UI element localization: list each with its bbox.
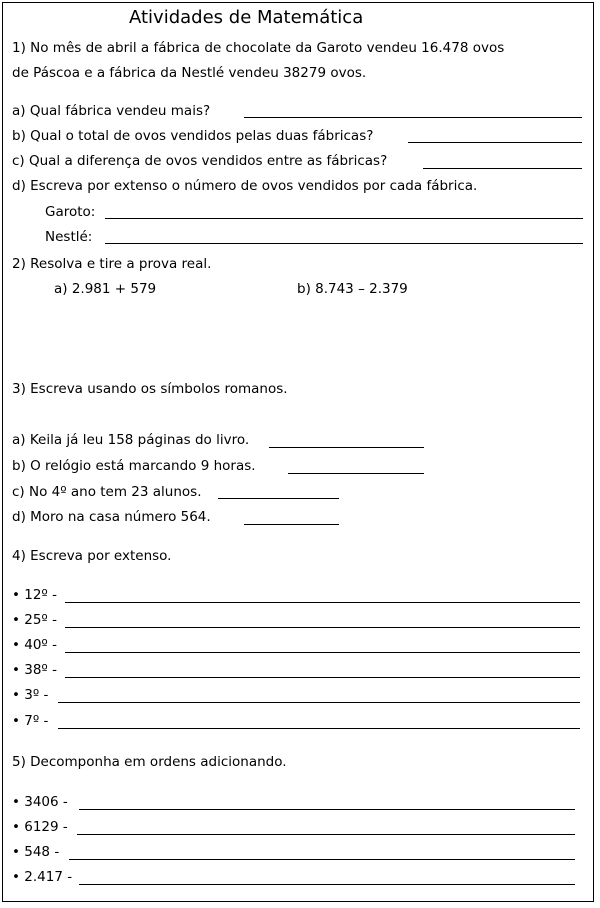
q3-item-d: d) Moro na casa número 564. — [12, 509, 211, 525]
q5-item: • 3406 - — [12, 794, 68, 810]
q5-item: • 6129 - — [12, 819, 68, 835]
q3-d-answer-line[interactable] — [244, 524, 339, 525]
q4-answer-line[interactable] — [58, 728, 580, 729]
q1-garoto-label: Garoto: — [45, 204, 96, 220]
q4-answer-line[interactable] — [65, 602, 580, 603]
q4-answer-line[interactable] — [65, 677, 580, 678]
q1-item-c: c) Qual a diferença de ovos vendidos entre as fábricas? — [12, 153, 388, 169]
q3-heading: 3) Escreva usando os símbolos romanos. — [12, 381, 288, 397]
q4-item: • 7º - — [12, 713, 49, 729]
q1-nestle-label: Nestlé: — [45, 229, 93, 245]
q1-statement-line1: 1) No mês de abril a fábrica de chocolate da Garoto vendeu 16.478 ovos — [12, 40, 505, 56]
q5-answer-line[interactable] — [79, 884, 575, 885]
q3-a-answer-line[interactable] — [269, 447, 424, 448]
q4-answer-line[interactable] — [65, 652, 580, 653]
q3-item-a: a) Keila já leu 158 páginas do livro. — [12, 432, 250, 448]
q1-c-answer-line[interactable] — [423, 168, 582, 169]
worksheet-page — [2, 2, 594, 902]
q2-heading: 2) Resolva e tire a prova real. — [12, 256, 212, 272]
q5-answer-line[interactable] — [69, 859, 575, 860]
q1-statement-line2: de Páscoa e a fábrica da Nestlé vendeu 38279 ovos. — [12, 65, 367, 81]
q5-answer-line[interactable] — [77, 834, 575, 835]
q1-b-answer-line[interactable] — [408, 142, 582, 143]
q3-b-answer-line[interactable] — [288, 473, 424, 474]
q2-item-b: b) 8.743 – 2.379 — [297, 281, 408, 297]
q1-item-a: a) Qual fábrica vendeu mais? — [12, 103, 211, 119]
q1-item-d: d) Escreva por extenso o número de ovos vendidos por cada fábrica. — [12, 178, 478, 194]
q4-answer-line[interactable] — [58, 702, 580, 703]
q3-item-c: c) No 4º ano tem 23 alunos. — [12, 484, 202, 500]
q5-item: • 2.417 - — [12, 869, 73, 885]
q1-a-answer-line[interactable] — [244, 117, 582, 118]
q4-answer-line[interactable] — [65, 627, 580, 628]
q2-item-a: a) 2.981 + 579 — [54, 281, 157, 297]
q4-heading: 4) Escreva por extenso. — [12, 548, 172, 564]
q5-answer-line[interactable] — [79, 809, 575, 810]
q1-garoto-answer-line[interactable] — [105, 218, 583, 219]
q4-item: • 25º - — [12, 612, 57, 628]
q4-item: • 40º - — [12, 637, 57, 653]
q4-item: • 12º - — [12, 587, 57, 603]
q5-heading: 5) Decomponha em ordens adicionando. — [12, 754, 287, 770]
q4-item: • 38º - — [12, 662, 57, 678]
q1-nestle-answer-line[interactable] — [105, 243, 583, 244]
q3-item-b: b) O relógio está marcando 9 horas. — [12, 458, 256, 474]
q4-item: • 3º - — [12, 687, 49, 703]
q5-item: • 548 - — [12, 844, 60, 860]
q3-c-answer-line[interactable] — [218, 498, 339, 499]
page-title: Atividades de Matemática — [129, 7, 364, 28]
q1-item-b: b) Qual o total de ovos vendidos pelas duas fábricas? — [12, 128, 374, 144]
